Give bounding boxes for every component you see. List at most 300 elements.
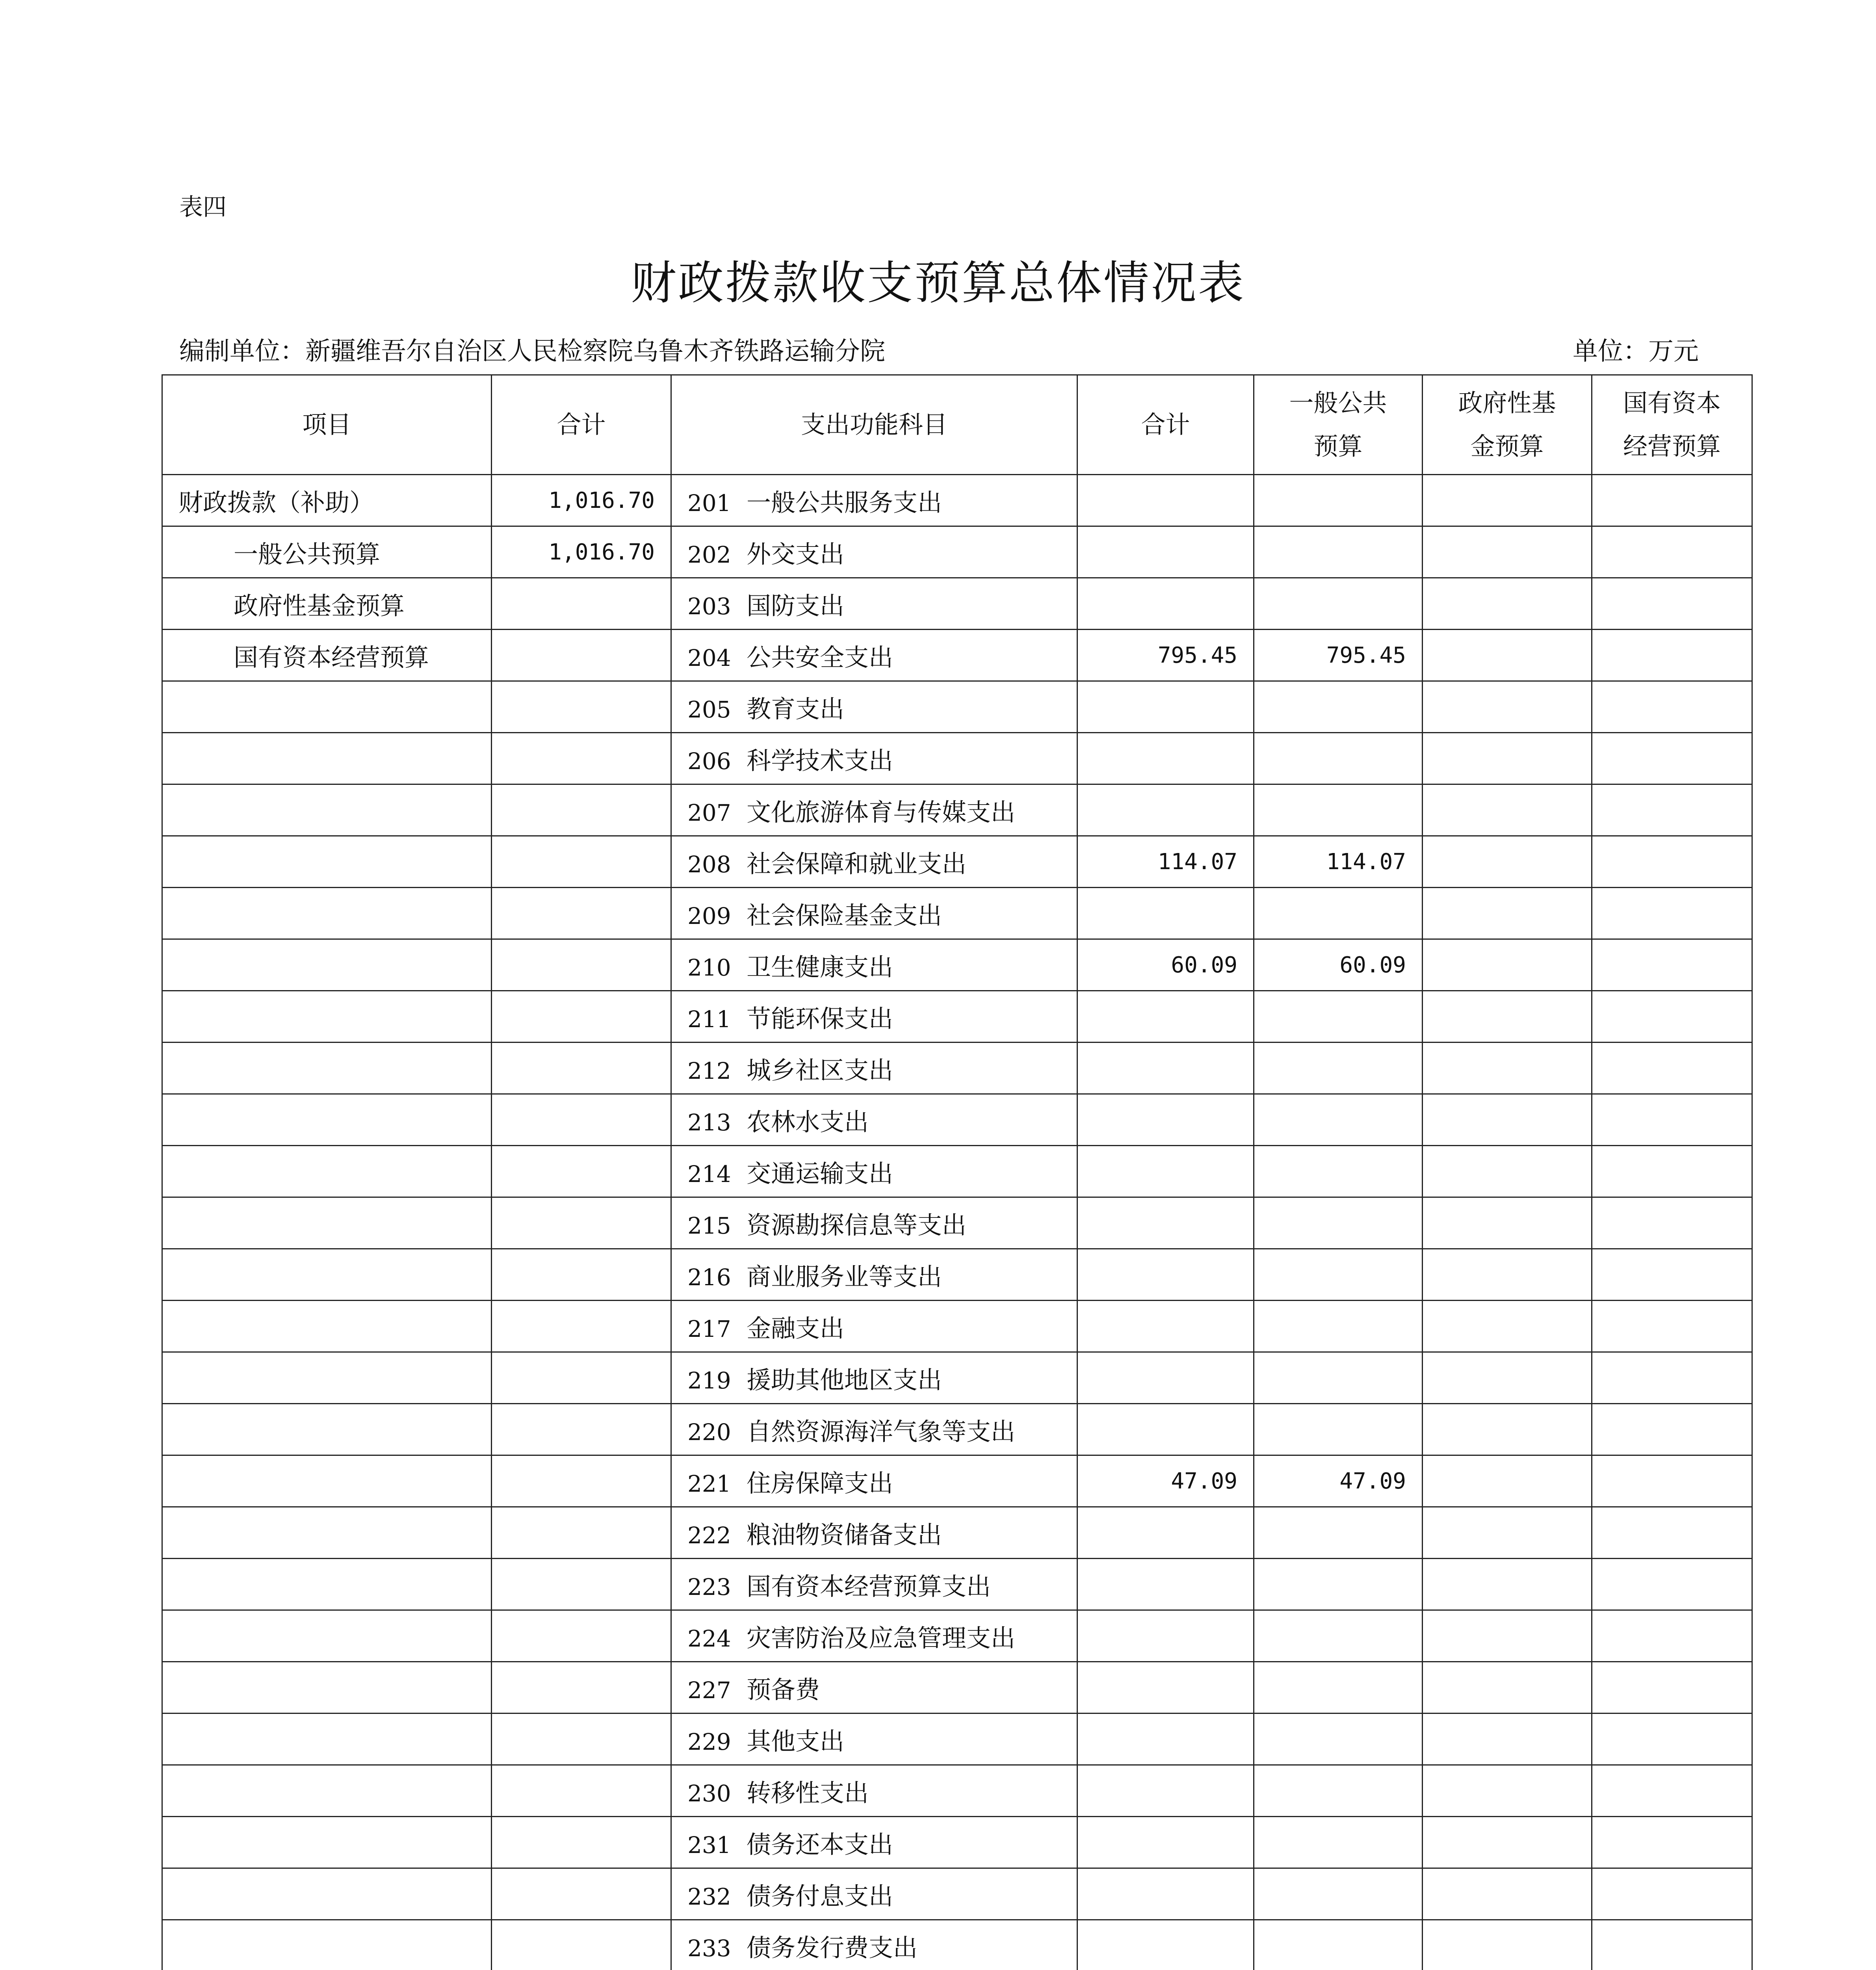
cell-state	[1592, 1559, 1752, 1610]
cell-state	[1592, 1094, 1752, 1146]
function-name: 其他支出	[747, 1727, 845, 1756]
function-name: 外交支出	[747, 539, 845, 569]
header-fund-line2: 金预算	[1470, 432, 1544, 461]
cell-income	[492, 1301, 671, 1352]
function-name: 卫生健康支出	[747, 952, 893, 981]
function-name: 灾害防治及应急管理支出	[747, 1623, 1016, 1652]
table-label: 表四	[179, 193, 227, 221]
cell-total	[1077, 578, 1254, 630]
cell-general	[1254, 1404, 1423, 1455]
table-header-row	[162, 375, 1752, 475]
table-row	[162, 475, 1752, 526]
function-code: 233	[687, 1935, 731, 1962]
cell-income	[492, 1404, 671, 1455]
cell-fund	[1423, 1197, 1592, 1249]
cell-function	[671, 1559, 1077, 1610]
function-code: 203	[687, 593, 731, 620]
function-name: 粮油物资储备支出	[747, 1520, 942, 1549]
cell-total	[1077, 1043, 1254, 1094]
cell-item	[162, 1765, 492, 1817]
function-code: 206	[687, 747, 731, 775]
function-code: 208	[687, 851, 731, 878]
cell-fund	[1423, 578, 1592, 630]
cell-state	[1592, 630, 1752, 681]
cell-general	[1254, 1765, 1423, 1817]
cell-item: 政府性基金预算	[162, 578, 492, 630]
cell-fund	[1423, 836, 1592, 888]
function-code: 230	[687, 1780, 731, 1807]
org-label: 编制单位：新疆维吾尔自治区人民检察院乌鲁木齐铁路运输分院	[179, 337, 885, 366]
cell-item	[162, 888, 492, 939]
cell-total	[1077, 1868, 1254, 1920]
function-code: 201	[687, 489, 731, 517]
cell-total	[1077, 681, 1254, 733]
table-row	[162, 578, 1752, 630]
cell-item	[162, 1094, 492, 1146]
function-name: 一般公共服务支出	[747, 488, 942, 517]
cell-function	[671, 1765, 1077, 1817]
function-name: 教育支出	[747, 694, 845, 723]
cell-item	[162, 681, 492, 733]
table-row	[162, 1146, 1752, 1197]
cell-function	[671, 1249, 1077, 1301]
table-row	[162, 836, 1752, 888]
function-name: 公共安全支出	[747, 643, 893, 672]
table-row	[162, 1868, 1752, 1920]
cell-function	[671, 1146, 1077, 1197]
cell-state	[1592, 1868, 1752, 1920]
cell-total	[1077, 1197, 1254, 1249]
cell-general	[1254, 475, 1423, 526]
cell-fund	[1423, 1352, 1592, 1404]
cell-item	[162, 1507, 492, 1559]
cell-income	[492, 836, 671, 888]
cell-general	[1254, 1301, 1423, 1352]
function-name: 债务付息支出	[747, 1881, 893, 1911]
cell-fund	[1423, 784, 1592, 836]
cell-general	[1254, 1714, 1423, 1765]
header-fund-line1: 政府性基	[1458, 388, 1556, 417]
cell-function	[671, 939, 1077, 991]
cell-state	[1592, 939, 1752, 991]
cell-state	[1592, 1352, 1752, 1404]
cell-total	[1077, 1352, 1254, 1404]
cell-function	[671, 1507, 1077, 1559]
cell-state	[1592, 1249, 1752, 1301]
header-state-budget	[1592, 375, 1752, 475]
budget-table	[162, 374, 1753, 1970]
cell-total	[1077, 1765, 1254, 1817]
function-code: 211	[687, 1005, 731, 1033]
cell-income	[492, 1765, 671, 1817]
function-name: 文化旅游体育与传媒支出	[747, 797, 1016, 827]
header-state-line1: 国有资本	[1623, 388, 1721, 417]
table-row	[162, 1094, 1752, 1146]
cell-fund	[1423, 630, 1592, 681]
cell-state	[1592, 1765, 1752, 1817]
cell-state	[1592, 1404, 1752, 1455]
cell-income	[492, 733, 671, 784]
cell-general	[1254, 1094, 1423, 1146]
function-code: 209	[687, 902, 731, 929]
cell-function	[671, 1662, 1077, 1714]
function-name: 国有资本经营预算支出	[747, 1572, 991, 1601]
cell-fund	[1423, 1455, 1592, 1507]
cell-fund	[1423, 1610, 1592, 1662]
cell-state	[1592, 1455, 1752, 1507]
cell-income	[492, 1920, 671, 1970]
cell-state	[1592, 1507, 1752, 1559]
cell-general	[1254, 1352, 1423, 1404]
cell-fund	[1423, 939, 1592, 991]
cell-item	[162, 1817, 492, 1868]
cell-income	[492, 1146, 671, 1197]
cell-function	[671, 681, 1077, 733]
header-item: 项目	[162, 375, 492, 475]
cell-function	[671, 888, 1077, 939]
cell-function	[671, 526, 1077, 578]
cell-income	[492, 1662, 671, 1714]
function-name: 社会保障和就业支出	[747, 849, 967, 878]
cell-total: 114.07	[1077, 836, 1254, 888]
cell-function	[671, 784, 1077, 836]
cell-state	[1592, 1920, 1752, 1970]
cell-item	[162, 1455, 492, 1507]
cell-item	[162, 1559, 492, 1610]
function-code: 229	[687, 1728, 731, 1755]
function-code: 202	[687, 541, 731, 568]
cell-fund	[1423, 1507, 1592, 1559]
cell-income: 1,016.70	[492, 526, 671, 578]
table-row	[162, 1043, 1752, 1094]
header-fund-budget	[1423, 375, 1592, 475]
cell-income	[492, 681, 671, 733]
cell-item	[162, 1714, 492, 1765]
table-row	[162, 1559, 1752, 1610]
cell-total	[1077, 1146, 1254, 1197]
function-code: 215	[687, 1212, 731, 1239]
function-name: 商业服务业等支出	[747, 1262, 942, 1291]
cell-state	[1592, 733, 1752, 784]
cell-fund	[1423, 1043, 1592, 1094]
function-name: 自然资源海洋气象等支出	[747, 1417, 1016, 1446]
table-row	[162, 733, 1752, 784]
table-row	[162, 1714, 1752, 1765]
cell-function	[671, 630, 1077, 681]
function-code: 223	[687, 1573, 731, 1600]
cell-fund	[1423, 1868, 1592, 1920]
cell-total	[1077, 784, 1254, 836]
cell-fund	[1423, 1920, 1592, 1970]
cell-fund	[1423, 1765, 1592, 1817]
function-code: 210	[687, 954, 731, 981]
cell-general: 795.45	[1254, 630, 1423, 681]
cell-state	[1592, 991, 1752, 1043]
cell-state	[1592, 1817, 1752, 1868]
unit-label: 单位：万元	[1573, 337, 1699, 366]
cell-total	[1077, 1920, 1254, 1970]
cell-total	[1077, 1507, 1254, 1559]
cell-function	[671, 1352, 1077, 1404]
cell-general	[1254, 578, 1423, 630]
cell-item	[162, 1352, 492, 1404]
cell-function	[671, 1094, 1077, 1146]
cell-income	[492, 1249, 671, 1301]
cell-income: 1,016.70	[492, 475, 671, 526]
cell-function	[671, 1920, 1077, 1970]
cell-item	[162, 1868, 492, 1920]
cell-function	[671, 578, 1077, 630]
cell-general	[1254, 1507, 1423, 1559]
function-name: 城乡社区支出	[747, 1056, 893, 1085]
cell-general	[1254, 991, 1423, 1043]
cell-fund	[1423, 681, 1592, 733]
function-code: 221	[687, 1470, 731, 1497]
cell-item	[162, 1662, 492, 1714]
table-row	[162, 991, 1752, 1043]
table-body	[162, 475, 1752, 1970]
cell-fund	[1423, 888, 1592, 939]
cell-income	[492, 784, 671, 836]
cell-state	[1592, 1714, 1752, 1765]
table-row	[162, 1249, 1752, 1301]
cell-general	[1254, 1920, 1423, 1970]
function-name: 援助其他地区支出	[747, 1365, 942, 1394]
function-code: 231	[687, 1831, 731, 1858]
cell-total	[1077, 526, 1254, 578]
cell-state	[1592, 1043, 1752, 1094]
table-row	[162, 1352, 1752, 1404]
table-row	[162, 681, 1752, 733]
cell-income	[492, 1507, 671, 1559]
cell-item	[162, 1197, 492, 1249]
cell-general	[1254, 1610, 1423, 1662]
table-row	[162, 888, 1752, 939]
cell-general	[1254, 888, 1423, 939]
cell-state	[1592, 836, 1752, 888]
cell-state	[1592, 475, 1752, 526]
cell-general	[1254, 1043, 1423, 1094]
cell-general	[1254, 681, 1423, 733]
cell-function	[671, 1610, 1077, 1662]
function-name: 科学技术支出	[747, 746, 893, 775]
cell-income	[492, 1043, 671, 1094]
function-code: 219	[687, 1367, 731, 1394]
cell-fund	[1423, 991, 1592, 1043]
cell-function	[671, 1817, 1077, 1868]
cell-total	[1077, 475, 1254, 526]
table-row	[162, 1920, 1752, 1970]
cell-income	[492, 1714, 671, 1765]
cell-function	[671, 1714, 1077, 1765]
cell-general	[1254, 733, 1423, 784]
function-code: 222	[687, 1522, 731, 1549]
cell-general	[1254, 1559, 1423, 1610]
cell-income	[492, 1455, 671, 1507]
cell-state	[1592, 578, 1752, 630]
cell-income	[492, 1559, 671, 1610]
function-code: 214	[687, 1160, 731, 1188]
cell-total: 47.09	[1077, 1455, 1254, 1507]
cell-total	[1077, 1714, 1254, 1765]
function-code: 212	[687, 1057, 731, 1084]
cell-total	[1077, 888, 1254, 939]
table-row	[162, 1455, 1752, 1507]
cell-state	[1592, 1610, 1752, 1662]
cell-general	[1254, 1868, 1423, 1920]
cell-income	[492, 991, 671, 1043]
table-row	[162, 1301, 1752, 1352]
cell-fund	[1423, 1817, 1592, 1868]
function-name: 转移性支出	[747, 1778, 869, 1807]
cell-state	[1592, 1197, 1752, 1249]
cell-income	[492, 1094, 671, 1146]
function-code: 205	[687, 696, 731, 723]
cell-item	[162, 1043, 492, 1094]
table-row	[162, 1610, 1752, 1662]
function-code: 216	[687, 1264, 731, 1291]
header-state-line2: 经营预算	[1623, 432, 1721, 461]
cell-total	[1077, 1610, 1254, 1662]
cell-state	[1592, 526, 1752, 578]
cell-state	[1592, 1301, 1752, 1352]
function-name: 债务还本支出	[747, 1830, 893, 1859]
cell-fund	[1423, 1714, 1592, 1765]
header-total-expense: 合计	[1077, 375, 1254, 475]
cell-function	[671, 836, 1077, 888]
cell-total: 795.45	[1077, 630, 1254, 681]
page-title: 财政拨款收支预算总体情况表	[631, 256, 1245, 310]
function-code: 204	[687, 644, 731, 671]
cell-item	[162, 836, 492, 888]
cell-fund	[1423, 1662, 1592, 1714]
header-function: 支出功能科目	[671, 375, 1077, 475]
function-code: 232	[687, 1883, 731, 1910]
function-code: 227	[687, 1676, 731, 1704]
cell-general	[1254, 784, 1423, 836]
cell-function	[671, 1043, 1077, 1094]
cell-item	[162, 1249, 492, 1301]
cell-item	[162, 733, 492, 784]
cell-item: 国有资本经营预算	[162, 630, 492, 681]
cell-item: 一般公共预算	[162, 526, 492, 578]
cell-total	[1077, 733, 1254, 784]
function-name: 资源勘探信息等支出	[747, 1210, 967, 1240]
cell-item	[162, 1610, 492, 1662]
table-row	[162, 1765, 1752, 1817]
cell-total	[1077, 1301, 1254, 1352]
function-code: 213	[687, 1109, 731, 1136]
cell-general: 114.07	[1254, 836, 1423, 888]
header-general-budget	[1254, 375, 1423, 475]
cell-fund	[1423, 1559, 1592, 1610]
cell-total	[1077, 1559, 1254, 1610]
cell-general	[1254, 1249, 1423, 1301]
cell-income	[492, 1817, 671, 1868]
cell-state	[1592, 681, 1752, 733]
function-name: 国防支出	[747, 591, 845, 620]
table-row	[162, 939, 1752, 991]
cell-state	[1592, 888, 1752, 939]
cell-general	[1254, 1662, 1423, 1714]
cell-total	[1077, 1249, 1254, 1301]
cell-function	[671, 1868, 1077, 1920]
cell-fund	[1423, 475, 1592, 526]
cell-income	[492, 888, 671, 939]
cell-income	[492, 1352, 671, 1404]
cell-item	[162, 784, 492, 836]
cell-function	[671, 733, 1077, 784]
function-name: 交通运输支出	[747, 1159, 893, 1188]
cell-item	[162, 1146, 492, 1197]
cell-fund	[1423, 1404, 1592, 1455]
cell-function	[671, 475, 1077, 526]
cell-item	[162, 1920, 492, 1970]
function-name: 农林水支出	[747, 1107, 869, 1136]
cell-general	[1254, 526, 1423, 578]
cell-general	[1254, 1146, 1423, 1197]
cell-total	[1077, 1094, 1254, 1146]
cell-item	[162, 939, 492, 991]
cell-fund	[1423, 1301, 1592, 1352]
header-general-line1: 一般公共	[1289, 388, 1387, 417]
cell-income	[492, 1868, 671, 1920]
function-code: 224	[687, 1625, 731, 1652]
table-row	[162, 1662, 1752, 1714]
cell-fund	[1423, 1094, 1592, 1146]
cell-total: 60.09	[1077, 939, 1254, 991]
cell-total	[1077, 1662, 1254, 1714]
cell-total	[1077, 1404, 1254, 1455]
cell-general: 47.09	[1254, 1455, 1423, 1507]
cell-income	[492, 578, 671, 630]
cell-state	[1592, 784, 1752, 836]
function-code: 217	[687, 1315, 731, 1342]
cell-function	[671, 991, 1077, 1043]
function-code: 220	[687, 1418, 731, 1446]
function-name: 金融支出	[747, 1314, 845, 1343]
cell-income	[492, 1197, 671, 1249]
header-general-line2: 预算	[1313, 432, 1363, 461]
cell-item: 财政拨款（补助）	[162, 475, 492, 526]
table-row	[162, 1507, 1752, 1559]
header-total-income: 合计	[492, 375, 671, 475]
cell-income	[492, 939, 671, 991]
cell-income	[492, 630, 671, 681]
cell-state	[1592, 1662, 1752, 1714]
table-row	[162, 1197, 1752, 1249]
table-row	[162, 526, 1752, 578]
function-name: 节能环保支出	[747, 1004, 893, 1033]
cell-function	[671, 1404, 1077, 1455]
cell-total	[1077, 1817, 1254, 1868]
function-code: 207	[687, 799, 731, 826]
cell-fund	[1423, 1146, 1592, 1197]
cell-fund	[1423, 1249, 1592, 1301]
cell-function	[671, 1197, 1077, 1249]
cell-fund	[1423, 526, 1592, 578]
cell-function	[671, 1455, 1077, 1507]
cell-item	[162, 1301, 492, 1352]
cell-state	[1592, 1146, 1752, 1197]
table-row	[162, 630, 1752, 681]
cell-item	[162, 1404, 492, 1455]
cell-general	[1254, 1817, 1423, 1868]
function-name: 债务发行费支出	[747, 1933, 918, 1962]
cell-function	[671, 1301, 1077, 1352]
cell-general	[1254, 1197, 1423, 1249]
cell-general: 60.09	[1254, 939, 1423, 991]
